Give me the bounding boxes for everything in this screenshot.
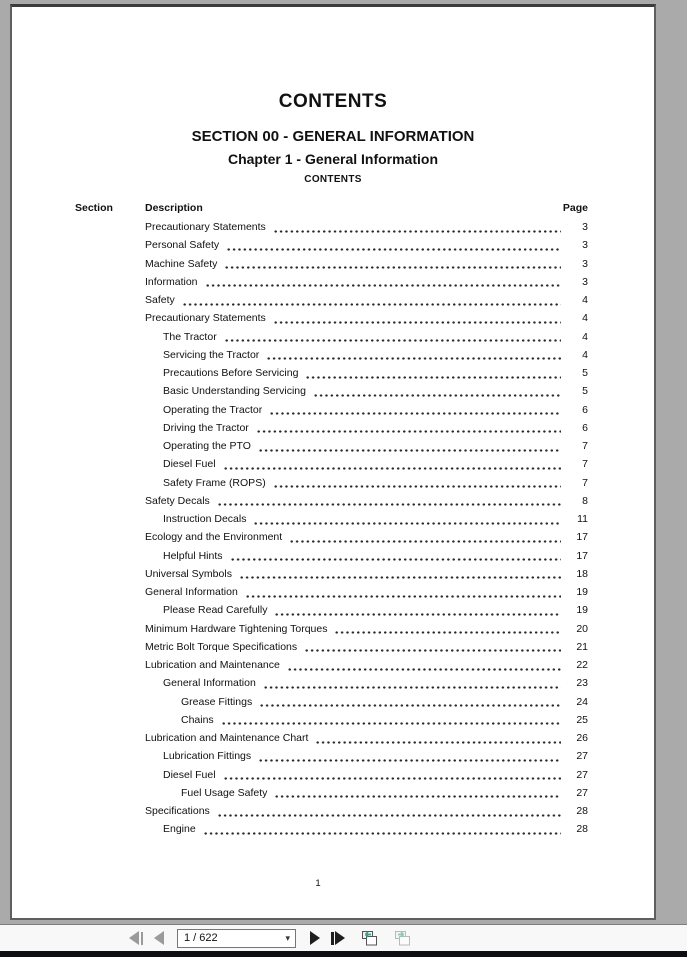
toc-entry-label: Diesel Fuel <box>163 458 216 471</box>
toc-row <box>145 455 588 473</box>
toc-column-headers <box>75 202 588 214</box>
toc-entry-page: 19 <box>576 604 588 617</box>
dropdown-caret-icon[interactable]: ▾ <box>285 932 290 943</box>
toc-entry-label: Instruction Decals <box>163 513 247 526</box>
first-page-icon <box>129 931 139 945</box>
toc-entry-label: Machine Safety <box>145 257 218 270</box>
first-page-button[interactable] <box>126 927 146 949</box>
toc-entry-page: 23 <box>576 677 588 690</box>
dot-leader <box>223 467 561 470</box>
toc-row <box>145 656 588 674</box>
dot-leader <box>221 722 561 725</box>
toc-entry-page: 18 <box>576 567 588 580</box>
dot-leader <box>266 357 561 360</box>
toc-entry-page: 7 <box>582 440 588 453</box>
dot-leader <box>203 832 561 835</box>
toc-entry-page: 6 <box>582 403 588 416</box>
dot-leader <box>223 777 561 780</box>
toc-entry-page: 17 <box>576 531 588 544</box>
first-page-icon-bar <box>141 932 144 945</box>
dot-leader <box>258 759 561 762</box>
toc-entry-label: Please Read Carefully <box>163 604 268 617</box>
toc-entry-page: 27 <box>576 768 588 781</box>
toc-row <box>145 820 588 838</box>
toc-entry-label: Safety Decals <box>145 494 210 507</box>
toc-row <box>145 565 588 583</box>
toc-entry-page: 28 <box>576 823 588 836</box>
contents-subheading: CONTENTS <box>304 174 362 185</box>
toc-entry-page: 20 <box>576 622 588 635</box>
toc-entry-page: 7 <box>582 458 588 471</box>
toc-row <box>145 693 588 711</box>
dot-leader <box>245 595 561 598</box>
toc-entry-page: 4 <box>582 330 588 343</box>
page-number-input[interactable] <box>178 932 283 944</box>
toc-entry-page: 4 <box>582 348 588 361</box>
dot-leader <box>273 485 561 488</box>
dot-leader <box>273 230 561 233</box>
pdf-toolbar <box>0 924 687 951</box>
toc-row <box>145 218 588 236</box>
chapter-heading: Chapter 1 - General Information <box>227 151 439 167</box>
toc-entry-label: Personal Safety <box>145 239 220 252</box>
dot-leader <box>304 649 561 652</box>
dot-leader <box>274 795 561 798</box>
toc-entry-label: Driving the Tractor <box>163 421 249 434</box>
toc-entry-page: 27 <box>576 786 588 799</box>
dot-leader <box>256 430 561 433</box>
toc-entry-page: 3 <box>582 221 588 234</box>
toc-row <box>145 674 588 692</box>
toc-row <box>145 474 588 492</box>
toc-entry-page: 6 <box>582 421 588 434</box>
toc-entry-page: 22 <box>576 659 588 672</box>
toc-row <box>145 547 588 565</box>
toc-entry-page: 28 <box>576 805 588 818</box>
pdf-page <box>10 4 656 920</box>
column-header-description: Description <box>145 202 203 214</box>
toc-entry-label: The Tractor <box>163 330 217 343</box>
toc-entry-page: 4 <box>582 312 588 325</box>
toc-row <box>145 802 588 820</box>
dot-leader <box>230 558 561 561</box>
toc-row <box>145 382 588 400</box>
dot-leader <box>253 522 561 525</box>
toc-row <box>145 747 588 765</box>
toc-row <box>145 236 588 254</box>
dot-leader <box>239 576 561 579</box>
toc-entry-label: Operating the PTO <box>163 440 251 453</box>
toc-entry-label: Diesel Fuel <box>163 768 216 781</box>
page-title: CONTENTS <box>278 91 388 112</box>
toc-entry-label: Precautionary Statements <box>145 221 266 234</box>
toc-row <box>145 528 588 546</box>
toc-entry-page: 3 <box>582 239 588 252</box>
toc-entry-label: Grease Fittings <box>181 695 253 708</box>
dot-leader <box>269 412 561 415</box>
dot-leader <box>217 814 561 817</box>
toc-entry-page: 21 <box>576 640 588 653</box>
page-navigation-group <box>126 925 414 951</box>
toc-row <box>145 309 588 327</box>
previous-view-button[interactable] <box>355 927 381 949</box>
toc-row <box>145 784 588 802</box>
toc-row <box>145 419 588 437</box>
toc-row <box>145 273 588 291</box>
toc-entry-label: Safety Frame (ROPS) <box>163 476 266 489</box>
toc-row <box>145 364 588 382</box>
toc-entry-label: Servicing the Tractor <box>163 348 260 361</box>
toc-row <box>145 711 588 729</box>
last-page-icon-bar <box>331 932 334 945</box>
toc-entry-page: 26 <box>576 732 588 745</box>
dot-leader <box>224 266 561 269</box>
toc-entry-page: 5 <box>582 367 588 380</box>
toc-entry-page: 3 <box>582 275 588 288</box>
toc-entry-label: Specifications <box>145 805 210 818</box>
toc-entry-label: Lubrication and Maintenance Chart <box>145 732 309 745</box>
toc-entry-label: Information <box>145 275 198 288</box>
toc-entry-page: 24 <box>576 695 588 708</box>
toc-row <box>145 620 588 638</box>
next-view-icon <box>391 930 411 947</box>
page-number-footer: 1 <box>315 878 321 889</box>
previous-view-icon <box>358 930 378 947</box>
toc-entry-page: 11 <box>577 513 588 526</box>
toc-entry-page: 17 <box>576 549 588 562</box>
previous-page-button[interactable] <box>151 927 167 949</box>
last-page-button[interactable] <box>328 927 348 949</box>
dot-leader <box>224 339 561 342</box>
toc-list <box>145 218 588 839</box>
toc-entry-label: Operating the Tractor <box>163 403 263 416</box>
toc-entry-page: 25 <box>576 713 588 726</box>
toc-row <box>145 437 588 455</box>
toc-entry-label: Precautions Before Servicing <box>163 367 299 380</box>
toc-row <box>145 328 588 346</box>
dot-leader <box>313 394 561 397</box>
dot-leader <box>182 303 561 306</box>
toc-entry-label: Metric Bolt Torque Specifications <box>145 640 298 653</box>
toc-entry-page: 27 <box>576 750 588 763</box>
toc-row <box>145 729 588 747</box>
next-page-icon <box>310 931 320 945</box>
toc-entry-page: 5 <box>582 385 588 398</box>
dot-leader <box>315 741 561 744</box>
toc-entry-label: Universal Symbols <box>145 567 232 580</box>
dot-leader <box>273 321 561 324</box>
dot-leader <box>217 503 561 506</box>
toc-row <box>145 510 588 528</box>
toc-entry-page: 7 <box>582 476 588 489</box>
toc-row <box>145 255 588 273</box>
toc-entry-label: Safety <box>145 294 175 307</box>
column-header-section: Section <box>75 202 113 214</box>
toc-entry-label: Helpful Hints <box>163 549 223 562</box>
column-header-page: Page <box>562 202 588 214</box>
dot-leader <box>274 613 561 616</box>
toc-entry-label: General Information <box>145 586 238 599</box>
toc-entry-label: Lubrication Fittings <box>163 750 252 763</box>
dot-leader <box>205 284 561 287</box>
toc-entry-label: Precautionary Statements <box>145 312 266 325</box>
dot-leader <box>334 631 561 634</box>
dot-leader <box>258 449 561 452</box>
toc-row <box>145 291 588 309</box>
toc-entry-label: Ecology and the Environment <box>145 531 283 544</box>
page-number-box[interactable] <box>177 929 296 948</box>
toc-entry-label: Engine <box>163 823 196 836</box>
toc-row <box>145 401 588 419</box>
toc-entry-label: Basic Understanding Servicing <box>163 385 306 398</box>
dot-leader <box>287 668 561 671</box>
toc-entry-page: 19 <box>576 586 588 599</box>
toc-row <box>145 601 588 619</box>
toc-entry-label: Lubrication and Maintenance <box>145 659 280 672</box>
toc-entry-label: Minimum Hardware Tightening Torques <box>145 622 328 635</box>
toc-entry-page: 4 <box>582 294 588 307</box>
toc-row <box>145 766 588 784</box>
last-page-icon <box>335 931 345 945</box>
toc-row <box>145 583 588 601</box>
dot-leader <box>305 376 561 379</box>
toc-row <box>145 492 588 510</box>
toc-entry-label: Fuel Usage Safety <box>181 786 268 799</box>
previous-page-icon <box>154 931 164 945</box>
toc-row <box>145 638 588 656</box>
dot-leader <box>226 248 561 251</box>
toc-entry-page: 8 <box>582 494 588 507</box>
toc-entry-label: Chains <box>181 713 214 726</box>
next-view-button[interactable] <box>388 927 414 949</box>
dot-leader <box>259 704 561 707</box>
next-page-button[interactable] <box>307 927 323 949</box>
toc-entry-page: 3 <box>582 257 588 270</box>
toc-row <box>145 346 588 364</box>
section-heading: SECTION 00 - GENERAL INFORMATION <box>191 128 475 145</box>
toc-entry-label: General Information <box>163 677 256 690</box>
bottom-edge-bar <box>0 951 687 957</box>
dot-leader <box>263 686 561 689</box>
dot-leader <box>289 540 561 543</box>
